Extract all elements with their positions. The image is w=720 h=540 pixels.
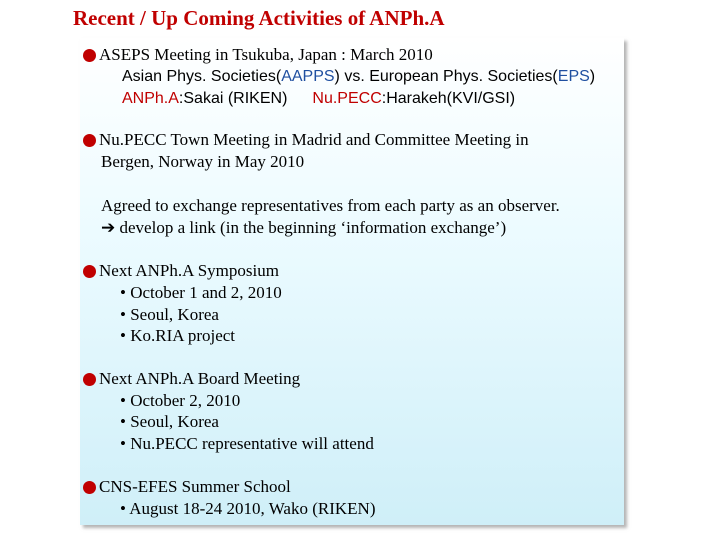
nupecc-agreed: Agreed to exchange representatives from each party as an observer.: [101, 196, 560, 215]
content-box: [80, 38, 624, 525]
symposium-bullet: • Seoul, Korea: [120, 305, 219, 324]
board-bullet: • Nu.PECC representative will attend: [120, 434, 374, 453]
nupecc-develop: ➔ develop a link (in the beginning ‘information exchange’): [101, 218, 507, 237]
school-heading: CNS-EFES Summer School: [99, 477, 291, 496]
bullet-dot-icon: [83, 49, 96, 62]
symposium-bullet: • Ko.RIA project: [120, 326, 236, 345]
arrow-right-icon: ➔: [101, 218, 116, 237]
aseps-societies-line: Asian Phys. Societies(AAPPS) vs. European Phys. Societies(EPS): [122, 68, 596, 85]
slide-title: Recent / Up Coming Activities of ANPh.A: [73, 6, 445, 30]
board-bullet: • Seoul, Korea: [120, 412, 219, 431]
aseps-representatives-line: ANPh.A:Sakai (RIKEN) Nu.PECC:Harakeh(KVI/GSI): [122, 90, 516, 107]
board-heading: Next ANPh.A Board Meeting: [99, 369, 301, 388]
school-bullet: • August 18-24 2010, Wako (RIKEN): [120, 499, 376, 518]
bullet-dot-icon: [83, 373, 96, 386]
nupecc-heading: Nu.PECC Town Meeting in Madrid and Committee Meeting in: [99, 130, 529, 149]
nupecc-heading-cont: Bergen, Norway in May 2010: [101, 152, 305, 171]
symposium-bullet: • October 1 and 2, 2010: [120, 283, 282, 302]
aseps-heading: ASEPS Meeting in Tsukuba, Japan : March 2010: [99, 45, 433, 64]
bullet-dot-icon: [83, 265, 96, 278]
board-bullet: • October 2, 2010: [120, 391, 241, 410]
bullet-dot-icon: [83, 481, 96, 494]
bullet-dot-icon: [83, 134, 96, 147]
symposium-heading: Next ANPh.A Symposium: [99, 261, 279, 280]
